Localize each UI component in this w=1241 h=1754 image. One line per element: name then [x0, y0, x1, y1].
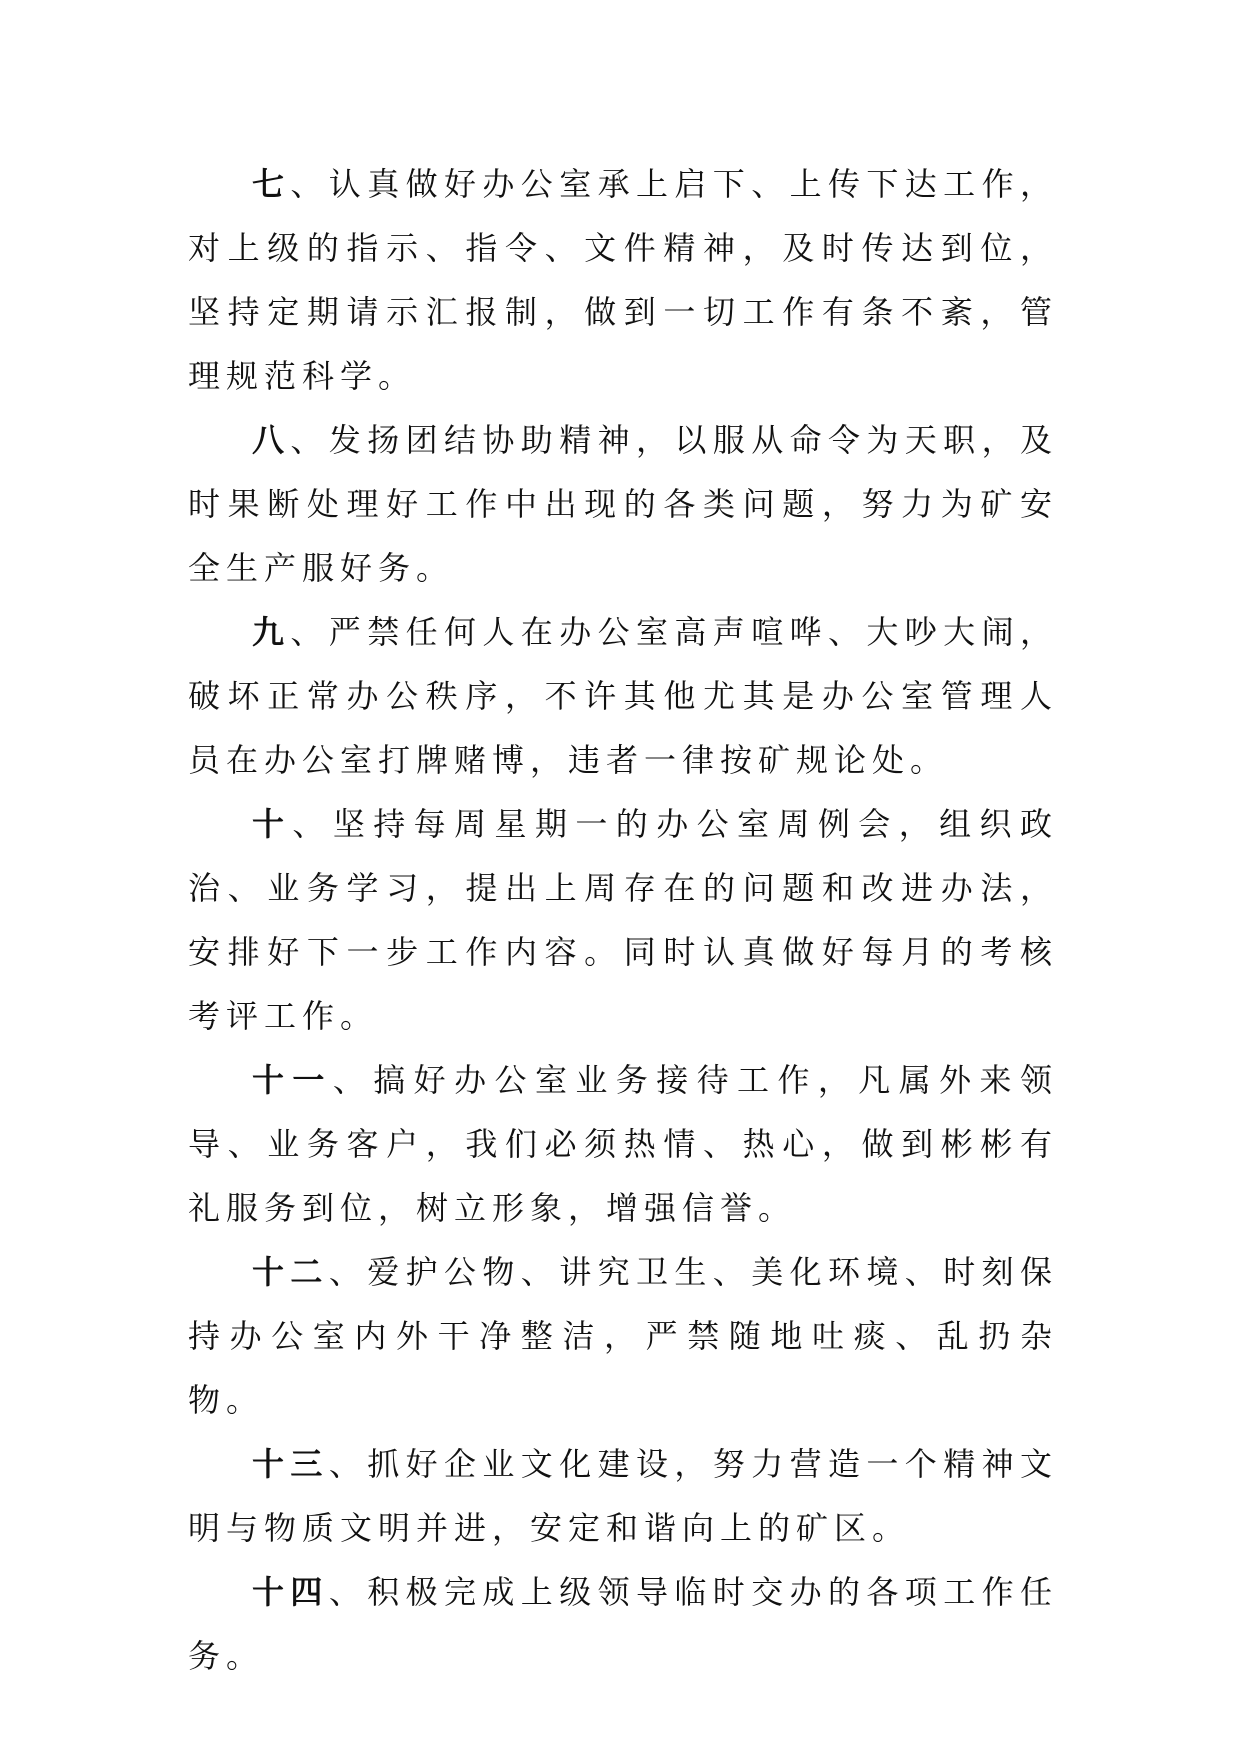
item-number: 十 [252, 805, 293, 843]
item-text: 、认真做好办公室承上启下、上传下达工作，对上级的指示、指令、文件精神，及时传达到位，坚持定期请示汇报制，做到一切工作有条不紊，管理规范科学。 [188, 165, 1058, 395]
regulation-item-11 [188, 1048, 1058, 1240]
item-text: 、搞好办公室业务接待工作，凡属外来领导、业务客户，我们必须热情、热心，做到彬彬有礼服务到位，树立形象，增强信誉。 [188, 1061, 1058, 1227]
regulation-item-8 [188, 408, 1058, 600]
regulation-item-10 [188, 792, 1058, 1048]
regulation-item-13 [188, 1432, 1058, 1560]
item-number: 十二 [252, 1253, 329, 1291]
item-text: 、严禁任何人在办公室高声喧哗、大吵大闹，破坏正常办公秩序，不许其他尤其是办公室管理人员在办公室打牌赌博，违者一律按矿规论处。 [188, 613, 1058, 779]
item-text: 、爱护公物、讲究卫生、美化环境、时刻保持办公室内外干净整洁，严禁随地吐痰、乱扔杂物。 [188, 1253, 1058, 1419]
item-text: 、积极完成上级领导临时交办的各项工作任务。 [188, 1573, 1058, 1675]
regulation-item-9 [188, 600, 1058, 792]
item-number: 十三 [252, 1445, 329, 1483]
item-text: 、发扬团结协助精神，以服从命令为天职，及时果断处理好工作中出现的各类问题，努力为矿安全生产服好务。 [188, 421, 1058, 587]
item-number: 十四 [252, 1573, 329, 1611]
item-text: 、抓好企业文化建设，努力营造一个精神文明与物质文明并进，安定和谐向上的矿区。 [188, 1445, 1058, 1547]
item-text: 、坚持每周星期一的办公室周例会，组织政治、业务学习，提出上周存在的问题和改进办法，安排好下一步工作内容。同时认真做好每月的考核考评工作。 [188, 805, 1058, 1035]
item-number: 八 [252, 421, 291, 459]
regulation-list [188, 152, 1058, 1688]
regulation-item-12 [188, 1240, 1058, 1432]
item-number: 七 [252, 165, 291, 203]
regulation-item-7 [188, 152, 1058, 408]
item-number: 九 [252, 613, 291, 651]
regulation-item-14 [188, 1560, 1058, 1688]
item-number: 十一 [252, 1061, 333, 1099]
